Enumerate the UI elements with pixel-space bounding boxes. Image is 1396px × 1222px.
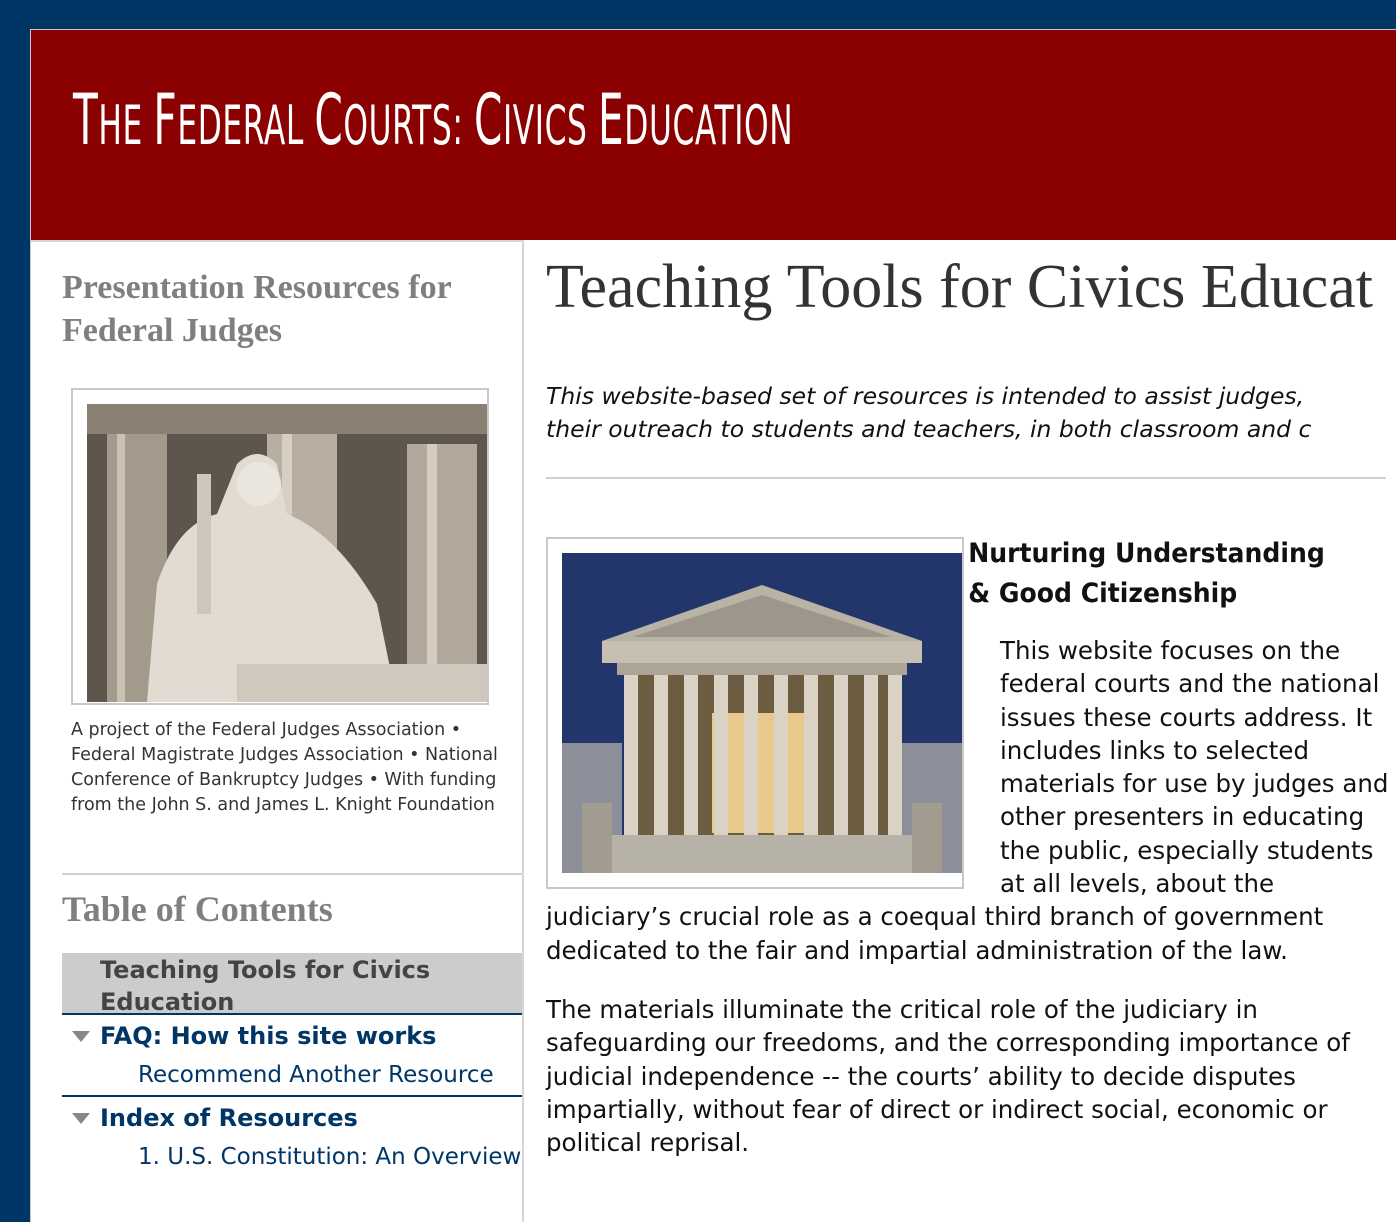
toc-item-current[interactable]: Teaching Tools for Civics Education	[62, 953, 522, 1015]
statue-photo	[87, 404, 487, 702]
toc-section-faq	[62, 1015, 522, 1097]
paragraph: The materials illuminate the critical role of the judiciary in safeguarding our freedoms, and the corresponding importance of judicial independence -- the courts’ ability to decide disputes impartially, without fear of direct or indirect social, economic or political reprisal.	[546, 994, 1350, 1158]
page-title: Teaching Tools for Civics Educat	[546, 253, 1373, 321]
expand-triangle-icon[interactable]	[72, 1031, 90, 1042]
toc-item-recommend-resource[interactable]: Recommend Another Resource	[138, 1062, 494, 1088]
toc-section-index-link[interactable]: Index of Resources	[62, 1097, 522, 1135]
project-caption: A project of the Federal Judges Association • Federal Magistrate Judges Association • National Conference of Bankruptcy Judges • With funding from the John S. and James L. Knight Foundation	[71, 720, 498, 815]
sidebar	[31, 240, 524, 1222]
toc-section-index	[62, 1097, 522, 1173]
sidebar-title: Presentation Resources for Federal Judges	[62, 269, 452, 349]
content-divider	[546, 477, 1386, 479]
article-body	[546, 537, 1396, 1185]
paragraph: This website focuses on the federal courts and the national issues these courts address. It includes links to selected materials for use by judges and other presenters in educating the public, especially students at all levels, about the judiciary’s crucial role as a coequal third branch of government dedicated to the fair and impartial administration of the law.	[546, 636, 1389, 965]
section-heading: Nurturing Understanding & Good Citizenship	[968, 538, 1325, 609]
toc-item-constitution-overview[interactable]: 1. U.S. Constitution: An Overview	[138, 1144, 522, 1170]
page	[30, 29, 1396, 1222]
table-of-contents	[62, 953, 522, 1173]
sidebar-divider	[62, 873, 522, 875]
toc-section-faq-link[interactable]: FAQ: How this site works	[62, 1015, 522, 1053]
statue-photo-frame	[71, 388, 489, 705]
expand-triangle-icon[interactable]	[72, 1113, 90, 1124]
intro-text: This website-based set of resources is intended to assist judges, their outreach to students and teachers, in both classroom and c	[546, 382, 1312, 443]
main-content	[546, 240, 1396, 1222]
site-title[interactable]: THE FEDERAL COURTS: CIVICS EDUCATION	[73, 79, 794, 161]
site-banner	[31, 30, 1396, 240]
toc-title: Table of Contents	[62, 889, 333, 929]
